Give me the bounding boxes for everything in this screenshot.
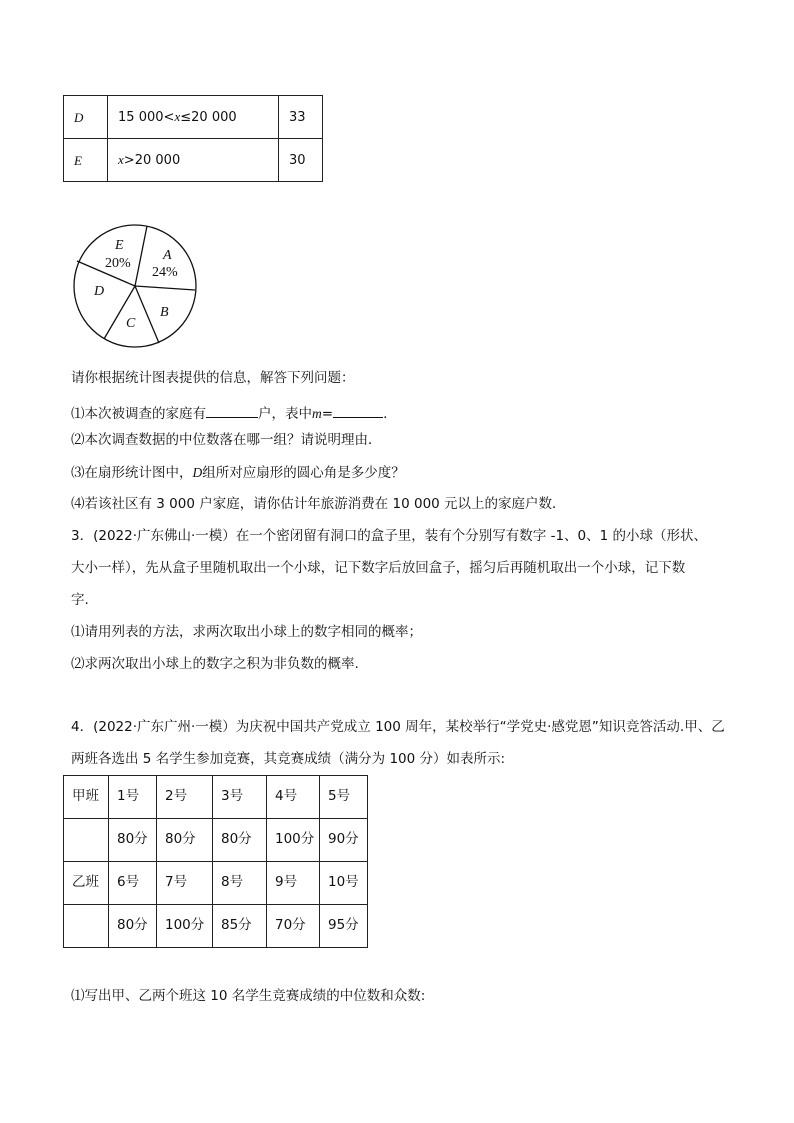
count-cell: 30 — [279, 139, 323, 182]
answer-blank-households[interactable] — [206, 403, 258, 418]
question-3-part-1: ⑴请用列表的方法，求两次取出小球上的数字相同的概率； — [71, 624, 422, 640]
score-cell: 95分 — [320, 905, 368, 948]
table-row — [64, 862, 368, 905]
score-cell: 85分 — [213, 905, 267, 948]
class-b-label: 乙班 — [64, 862, 109, 905]
student-id-cell: 5号 — [320, 776, 368, 819]
pie-label-d: D — [94, 284, 105, 299]
table-row — [64, 776, 368, 819]
question-3-line-3: 字. — [71, 592, 89, 608]
question-part-3 — [71, 466, 405, 481]
score-cell: 100分 — [267, 819, 320, 862]
table-row — [64, 905, 368, 948]
student-id-cell: 7号 — [157, 862, 213, 905]
student-id-cell: 3号 — [213, 776, 267, 819]
part-1-text-b: 户，表中 — [258, 406, 312, 422]
student-id-cell: 1号 — [109, 776, 157, 819]
question-3-part-2: ⑵求两次取出小球上的数字之积为非负数的概率. — [71, 656, 359, 672]
table-row — [64, 819, 368, 862]
student-id-cell: 8号 — [213, 862, 267, 905]
part-3-text-a: ⑶在扇形统计图中， — [71, 465, 193, 481]
variable-m: m — [312, 406, 322, 421]
score-table — [63, 775, 368, 948]
question-4-part-1: ⑴写出甲、乙两个班这 10 名学生竞赛成绩的中位数和众数: — [71, 988, 426, 1004]
pie-label-a: A — [163, 248, 172, 263]
empty-cell — [64, 905, 109, 948]
pie-percent-a: 24% — [152, 265, 178, 280]
answer-blank-m[interactable] — [333, 403, 383, 418]
question-4-line-2: 两班各选出 5 名学生参加竞赛，其竞赛成绩（满分为 100 分）如表所示: — [71, 751, 506, 767]
table-row — [64, 96, 323, 139]
count-cell: 33 — [279, 96, 323, 139]
score-cell: 80分 — [109, 819, 157, 862]
student-id-cell: 4号 — [267, 776, 320, 819]
variable-x: x — [118, 152, 124, 167]
question-part-4: ⑷若该社区有 3 000 户家庭，请你估计年旅游消费在 10 000 元以上的家庭户数． — [71, 496, 566, 512]
score-cell: 80分 — [213, 819, 267, 862]
pie-label-e: E — [115, 238, 124, 253]
score-cell: 70分 — [267, 905, 320, 948]
question-part-2: ⑵本次调查数据的中位数落在哪一组？请说明理由． — [71, 432, 382, 448]
part-3-text-b: 组所对应扇形的圆心角是多少度？ — [202, 465, 405, 481]
score-cell: 90分 — [320, 819, 368, 862]
score-cell: 80分 — [109, 905, 157, 948]
variable-x: x — [174, 109, 181, 124]
student-id-cell: 10号 — [320, 862, 368, 905]
range-cell: x>20 000 — [108, 139, 279, 182]
variable-d: D — [192, 465, 203, 480]
part-1-text-d: . — [383, 406, 388, 422]
question-4-line-1: 4．(2022·广东广州·一模）为庆祝中国共产党成立 100 周年，某校举行“学党史·感党恩”知识竞答活动.甲、乙 — [71, 719, 725, 735]
student-id-cell: 6号 — [109, 862, 157, 905]
student-id-cell: 2号 — [157, 776, 213, 819]
question-intro: 请你根据统计图表提供的信息，解答下列问题： — [71, 370, 355, 386]
pie-label-c: C — [126, 316, 136, 331]
pie-label-b: B — [160, 305, 169, 320]
question-3-line-2: 大小一样），先从盒子里随机取出一个小球，记下数字后放回盒子，摇匀后再随机取出一个小球，记下数 — [71, 560, 686, 576]
range-cell: 15 000<x≤20 000 — [108, 96, 279, 139]
part-1-text-a: ⑴本次被调查的家庭有 — [71, 406, 206, 422]
student-id-cell: 9号 — [267, 862, 320, 905]
pie-chart — [70, 222, 200, 352]
question-part-1 — [71, 403, 387, 422]
table-row — [64, 139, 323, 182]
group-cell: E — [64, 139, 108, 182]
class-a-label: 甲班 — [64, 776, 109, 819]
group-cell: D — [64, 96, 108, 139]
empty-cell — [64, 819, 109, 862]
consumption-table — [63, 95, 323, 182]
score-cell: 80分 — [157, 819, 213, 862]
score-cell: 100分 — [157, 905, 213, 948]
question-3-line-1: 3．(2022·广东佛山·一模）在一个密闭留有洞口的盒子里，装有个分别写有数字 -1、0、1 的小球（形状、 — [71, 528, 708, 544]
part-1-text-c: = — [321, 406, 334, 422]
pie-percent-e: 20% — [105, 256, 131, 271]
